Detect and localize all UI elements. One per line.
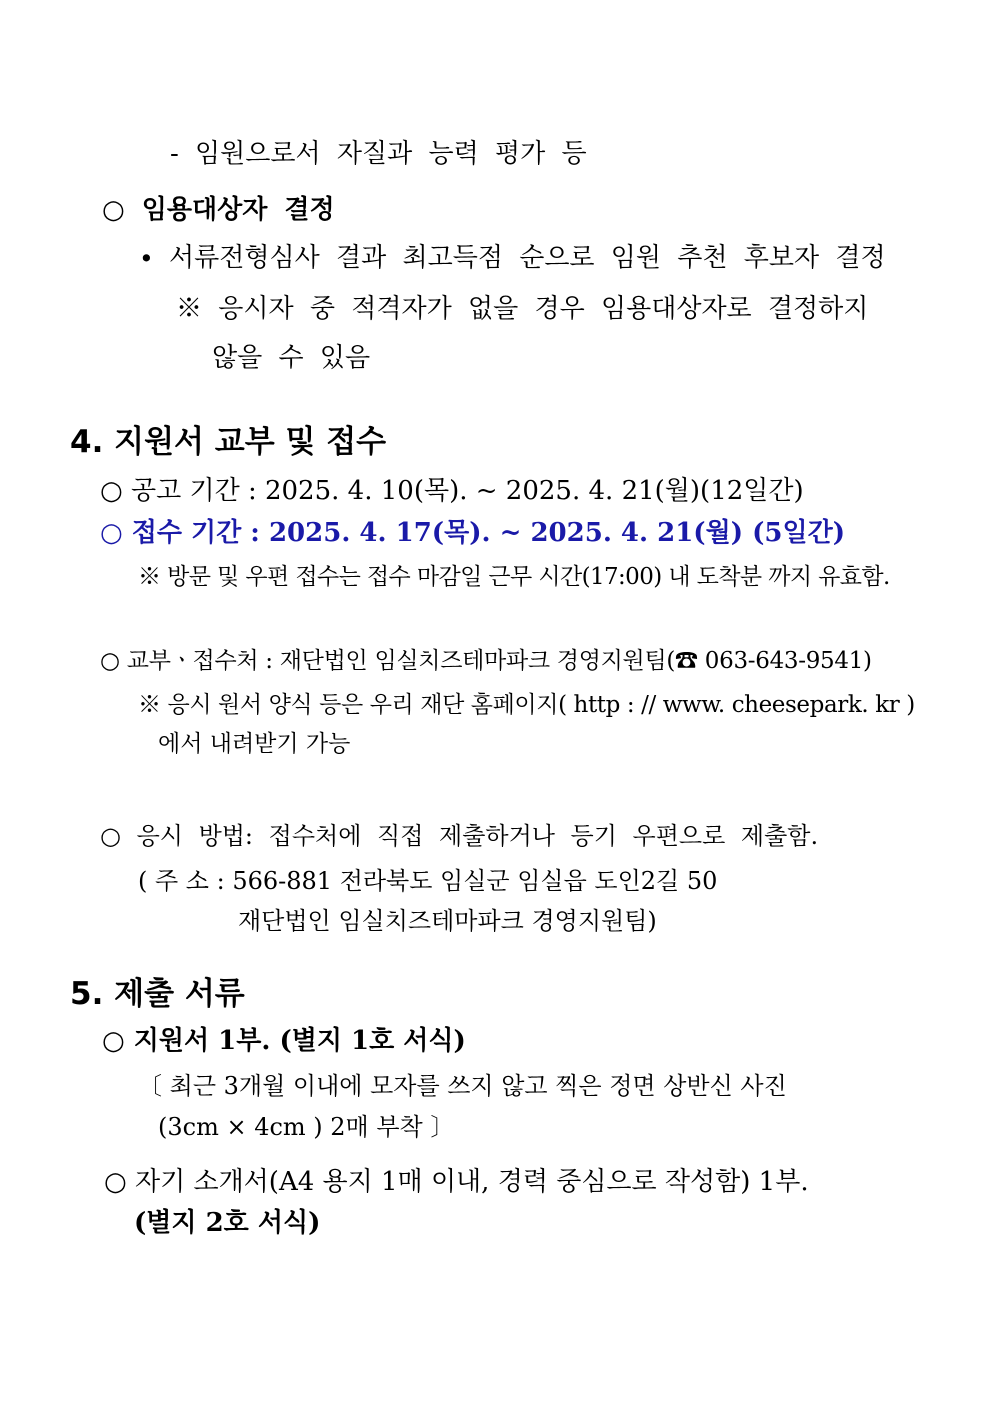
evaluation-criteria-line: - 임원으로서 자질과 능력 평가 등 <box>170 139 587 169</box>
form-download-note-2: 에서 내려받기 가능 <box>158 731 351 757</box>
address-line-1: ( 주 소 : 566-881 전라북도 임실군 임실읍 도인2길 50 <box>138 867 718 895</box>
receipt-note: ※ 방문 및 우편 접수는 접수 마감일 근무 시간(17:00) 내 도착분 까지 유효함. <box>138 564 890 590</box>
address-line-2: 재단법인 임실치즈테마파크 경영지원팀) <box>238 907 657 935</box>
candidate-decision-bullet: ∙ 서류전형심사 결과 최고득점 순으로 임원 추천 후보자 결정 <box>140 243 886 273</box>
section-4-heading: 4. 지원서 교부 및 접수 <box>70 424 387 460</box>
document-item-2-line-1: ○ 자기 소개서(A4 용지 1매 이내, 경력 중심으로 작성함) 1부. <box>104 1167 809 1197</box>
receipt-period: ○ 접수 기간 : 2025. 4. 17(목). ~ 2025. 4. 21(월) (5일간) <box>100 518 845 548</box>
document-item-2-line-2: (별지 2호 서식) <box>134 1208 321 1238</box>
application-method: ○ 응시 방법: 접수처에 직접 제출하거나 등기 우편으로 제출함. <box>100 822 819 850</box>
candidate-decision-title: ○ 임용대상자 결정 <box>102 195 335 225</box>
document-item-1: ○ 지원서 1부. (별지 1호 서식) <box>102 1026 466 1056</box>
document-item-1-note-2: (3cm × 4cm ) 2매 부착 〕 <box>158 1113 455 1141</box>
candidate-decision-note-1: ※ 응시자 중 적격자가 없을 경우 임용대상자로 결정하지 <box>176 294 869 324</box>
receipt-office: ○ 교부ㆍ접수처 : 재단법인 임실치즈테마파크 경영지원팀(☎ 063-643-9541) <box>100 648 872 674</box>
document-item-1-note-1: 〔 최근 3개월 이내에 모자를 쓰지 않고 찍은 정면 상반신 사진 <box>138 1072 787 1100</box>
form-download-note-1: ※ 응시 원서 양식 등은 우리 재단 홈페이지( http : // www. cheesepark. kr ) <box>138 692 915 718</box>
candidate-decision-note-2: 않을 수 있음 <box>212 343 371 373</box>
section-5-heading: 5. 제출 서류 <box>70 976 245 1012</box>
notice-period: ○ 공고 기간 : 2025. 4. 10(목). ~ 2025. 4. 21(월)(12일간) <box>100 476 804 506</box>
